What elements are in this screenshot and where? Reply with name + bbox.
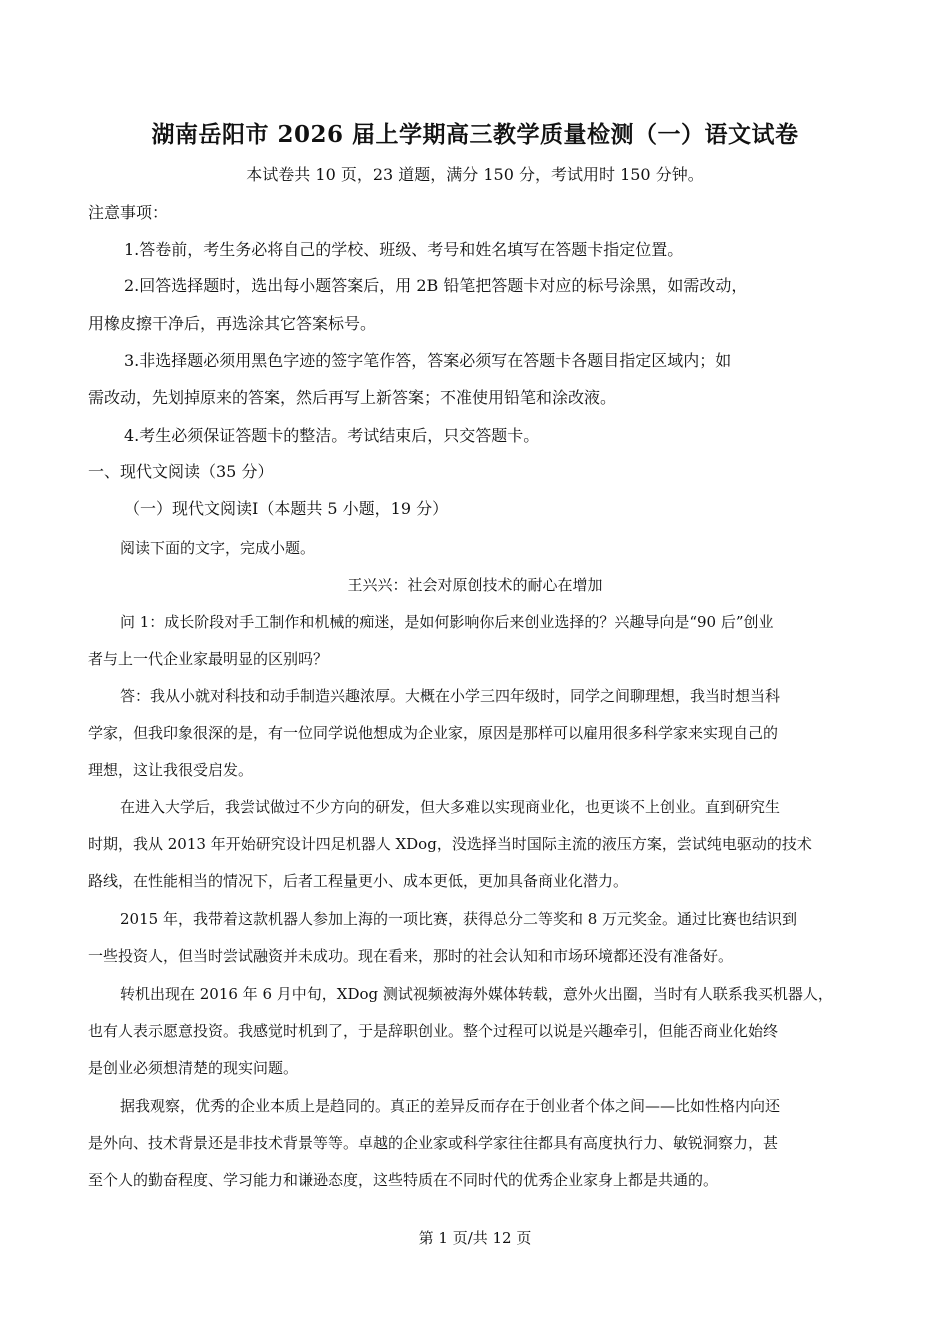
paragraph-5-line-3: 至个人的勤奋程度、学习能力和谦逊态度，这些特质在不同时代的优秀企业家身上都是共通的。 [88,1171,719,1189]
notice-item-2-line-1: 2.回答选择题时，选出每小题答案后，用 2B 铅笔把答题卡对应的标号涂黑，如需改动， [124,276,748,295]
page-number: 第 1 页/共 12 页 [418,1229,532,1247]
notice-item-4: 4.考生必须保证答题卡的整洁。考试结束后，只交答题卡。 [124,426,540,445]
paragraph-4-line-1: 转机出现在 2016 年 6 月中旬，XDog 测试视频被海外媒体转载，意外火出圈，当时有人联系我买机器人， [120,985,833,1003]
question-1-line-1: 问 1：成长阶段对手工制作和机械的痴迷，是如何影响你后来创业选择的？兴趣导向是“90 后”创业 [120,613,774,631]
reading-instruction: 阅读下面的文字，完成小题。 [120,539,316,557]
notice-item-1: 1.答卷前，考生务必将自己的学校、班级、考号和姓名填写在答题卡指定位置。 [124,240,684,259]
exam-info: 本试卷共 10 页，23 道题，满分 150 分，考试用时 150 分钟。 [246,165,704,184]
answer-1-line-1: 答：我从小就对科技和动手制造兴趣浓厚。大概在小学三四年级时，同学之间聊理想，我当时想当科 [120,687,781,705]
notice-heading: 注意事项： [88,203,169,222]
notice-item-3-line-2: 需改动，先划掉原来的答案，然后再写上新答案；不准使用铅笔和涂改液。 [88,388,617,407]
paragraph-2-line-3: 路线，在性能相当的情况下，后者工程量更小、成本更低，更加具备商业化潜力。 [88,872,629,890]
paragraph-3-line-2: 一些投资人，但当时尝试融资并未成功。现在看来，那时的社会认知和市场环境都还没有准备好。 [88,947,734,965]
question-1-line-2: 者与上一代企业家最明显的区别吗？ [88,650,329,668]
paragraph-3-line-1: 2015 年，我带着这款机器人参加上海的一项比赛，获得总分二等奖和 8 万元奖金。通过比赛也结识到 [120,910,798,928]
notice-item-3-line-1: 3.非选择题必须用黑色字迹的签字笔作答，答案必须写在答题卡各题目指定区域内；如 [124,351,732,370]
section-subheading: （一）现代文阅读Ⅰ（本题共 5 小题，19 分） [124,499,449,518]
section-heading: 一、现代文阅读（35 分） [88,462,274,481]
paragraph-4-line-2: 也有人表示愿意投资。我感觉时机到了，于是辞职创业。整个过程可以说是兴趣牵引，但能否商业化始终 [88,1022,779,1040]
article-title: 王兴兴：社会对原创技术的耐心在增加 [347,576,603,594]
answer-1-line-3: 理想，这让我很受启发。 [88,761,254,779]
paragraph-2-line-1: 在进入大学后，我尝试做过不少方向的研发，但大多难以实现商业化，也更谈不上创业。直到研究生 [120,798,781,816]
answer-1-line-2: 学家，但我印象很深的是，有一位同学说他想成为企业家，原因是那样可以雇用很多科学家来实现自己的 [88,724,779,742]
paragraph-5-line-1: 据我观察，优秀的企业本质上是趋同的。真正的差异反而存在于创业者个体之间——比如性格内向还 [120,1097,781,1115]
notice-item-2-line-2: 用橡皮擦干净后，再选涂其它答案标号。 [88,314,377,333]
paragraph-2-line-2: 时期，我从 2013 年开始研究设计四足机器人 XDog，没选择当时国际主流的液压方案，尝试纯电驱动的技术 [88,835,812,853]
exam-title: 湖南岳阳市 2026 届上学期高三教学质量检测（一）语文试卷 [151,121,799,148]
paragraph-5-line-2: 是外向、技术背景还是非技术背景等等。卓越的企业家或科学家往往都具有高度执行力、敏锐洞察力，甚 [88,1134,779,1152]
paragraph-4-line-3: 是创业必须想清楚的现实问题。 [88,1059,299,1077]
